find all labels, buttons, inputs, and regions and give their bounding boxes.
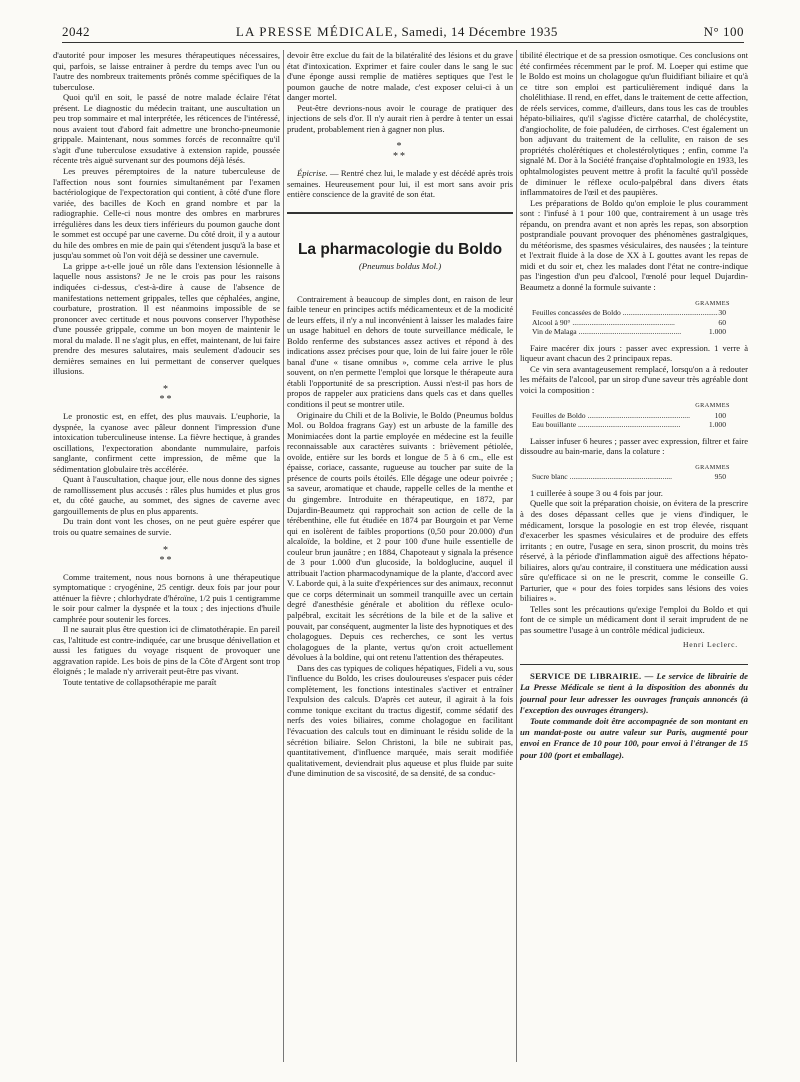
notice-heading: SERVICE DE LIBRAIRIE. — [530, 671, 642, 682]
epicrisis-text: — Rentré chez lui, le malade y est décédé après trois semaines. Heureusement pour lui, il est mort sans avoir pris entière conscience de la gravité de son état. — [287, 168, 513, 200]
notice-text: — Le service de librairie de La Presse Médicale se tient à la disposition des abonnés du journal pour leur adresser les ouvrages français annoncés (à l'exception des ouvrages étrangers). — [520, 671, 748, 715]
epicrisis-paragraph — [287, 168, 513, 200]
paragraph: Quelle que soit la préparation choisie, on évitera de la prescrire à des doses dépassant celles que je viens d'indiquer, le médicament, lorsque la posologie en est trop élevée, risquant d'exacerber les spasmes vésiculaires et de produire des effets irritants ; en outre, l'usage en sera, sinon proscrit, du moins très réservé, à la période d'inflammation aiguë des affections hépato-biliaires, alors qu'au contraire, il constituera une médication aussi sûre qu'efficace si on ne le prescrit, comme le conseille G. Parturier, que « pour des foies torpides sans lésions des voies biliaires ». — [520, 498, 748, 604]
paragraph: 1 cuillerée à soupe 3 ou 4 fois par jour. — [530, 487, 663, 498]
epicrisis-label: Épicrise. — [297, 168, 328, 179]
paragraph: La grippe a-t-elle joué un rôle dans l'extension lésionnelle à laquelle nous assistons? Je ne le crois pas pour les raisons indiquées ci-dessus, c'est-à-dire à cause de l'absence de manifestations nettement grippales, telles que céphalées, angine, courbature, prostration. Il est néanmoins impossible de se prononcer avec certitude et nous pouvons conserver l'hypothèse d'une poussée grippale, comme un bon moyen de maintenir le moral du malade. Il ne s'agit plus, en effet, maintenant, de lui faire prendre des mesures salutaires, mais seulement d'adoucir ses dernières semaines en lui permettant de conserver quelques illusions. — [53, 260, 280, 377]
issue-date: Samedi, 14 Décembre 1935 — [401, 24, 558, 39]
paragraph: Laisser infuser 6 heures ; passer avec expression, filtrer et faire dissoudre au bain-marie, dans la colature : — [520, 435, 748, 457]
author-signature: Henri Leclerc. — [682, 639, 738, 649]
recipe-sirop — [532, 401, 748, 430]
paragraph: Contrairement à beaucoup de simples dont, en raison de leur faible teneur en principes actifs médicamenteux et de la modicité de leurs effets, il n'y a nul inconvénient à laisser les malades faire un usage habituel en dehors de toute surveillance médicale, le Boldo renferme des substances assez actives et répond à des indications assez précises pour que, loin de lui faire jouer le rôle banal d'une « tisane omnibus », comme cela arrive le plus souvent, on n'en permette l'emploi que lorsque le thérapeute aura établi l'opportunité de sa prescription. Aussi n'est-il pas hors de propos de rappeler aux praticiens dans quels cas et dans quelles conditions il peut se montrer utile. — [287, 293, 513, 410]
paragraph: Originaire du Chili et de la Bolivie, le Boldo (Pneumus boldus Mol. ou Boldoa fragrans Gay) est un arbuste de la famille des Monimiacées dont la partie employée en médecine est la feuille reconnaissable aux caractères suivants : brièvement pétiolée, ovoïde, entière sur les bords et longue de 5 à 6 cm., elle est épaisse, coriace, cassante, rugueuse au toucher par suite de la présence de courts poils étoilés. Elle dégage une odeur poivrée ; sa saveur, aromatique et chaude, rappelle celles de la menthe et du gingembre. Introduite en thérapeutique, en 1872, par Dujardin-Beaumetz qui rapprochait son action de celle de la térébenthine, elle fut étudiée en 1874 par Bourgoin et par Verne qui en isolèrent de faibles proportions (0,50 pour 20.000) d'un alcaloïde, la boldine, et 2 pour 100 d'une huile essentielle de couleur brun jaunâtre ; en 1884, Chapoteaut y signala la présence de 3 pour 1.000 d'un glucoside, la boldoglucine, auquel il attribuait l'action pharmacodynamique de la plante, d'accord avec V. Laborde qui, à la suite d'expériences sur des animaux, reconnut que ce corps déterminait un sommeil tranquille avec un certain degré d'anesthésie générale et abolition du réflexe oculo-palpébral, excitait les sécrétions de la bile et de la salive et pouvait, par conséquent, augmenter la liste des hypnotiques et des cholagogues. Depuis ces recherches, ce sont les vertus cholagogues de la plante, vertus qu'on croit actuellement dévolues à la boldine, qui ont retenu l'attention des thérapeutes. — [287, 409, 513, 663]
recipe-row: Feuilles concassées de Boldo ..... 30 — [532, 308, 748, 318]
recipe-row: Eau bouillante ..... 1.000 — [532, 420, 748, 430]
article-divider — [287, 212, 513, 214]
recipe-sugar — [532, 463, 748, 482]
publication-name: LA PRESSE MÉDICALE — [235, 24, 394, 39]
section-separator: * ** — [159, 383, 174, 405]
column-2 — [287, 50, 513, 1062]
article-subtitle: (Pneumus boldus Mol.) — [358, 261, 442, 272]
column-divider — [283, 50, 284, 1062]
paragraph: Du train dont vont les choses, on ne peut guère espérer que trois ou quatre semaines de survie. — [53, 516, 280, 537]
bookshop-notice — [520, 671, 748, 761]
column-divider — [516, 50, 517, 1062]
paragraph: Quoi qu'il en soit, le passé de notre malade éclaire l'état présent. Le diagnostic du médecin traitant, une auscultation un peu trop sommaire et mal interprétée, les réticences de l'intéressé, nous avaient tout d'abord fait admettre une broncho-pneumonie grippale. Maintenant, nous sommes forcés de reconnaître qu'il s'agit d'une tuberculose exsudative à extension rapide, poussée récente très aiguë survenant sur des poumons déjà lésés. — [53, 92, 280, 166]
recipe-oenole — [532, 299, 748, 337]
notice-divider — [520, 664, 748, 665]
paragraph: Telles sont les précautions qu'exige l'emploi du Boldo et qui font de ce simple un médicament dont il serait imprudent de ne pas soumettre l'usage à un contrôle médical judicieux. — [520, 603, 748, 636]
recipe-row: Feuilles de Boldo ..... 100 — [532, 411, 748, 421]
section-separator: * ** — [159, 544, 174, 566]
page-header — [62, 14, 744, 43]
paragraph: devoir être exclue du fait de la bilatéralité des lésions et du grave état d'intoxication. Exprimer et faire couler dans le sang le suc d'une éponge aussi remplie de matières septiques que l'est le poumon gauche de notre malade, c'est exposer celui-ci à un danger mortel. — [287, 50, 513, 103]
paragraph: Faire macérer dix jours : passer avec expression. 1 verre à liqueur avant chacun des 2 principaux repas. — [520, 342, 748, 364]
recipe-row: Alcool à 90° ..... 60 — [532, 318, 748, 328]
paragraph: Il ne saurait plus être question ici de climatothérapie. En pareil cas, l'altitude est contre-indiquée, car une brusque dénivellation et aussi les fatigues du voyage risquent de provoquer une aggravation rapide. Les bois de pins de la Côte d'Argent sont trop éloignés ; le malade n'y arriverait peut-être pas vivant. — [53, 624, 280, 677]
paragraph: Les preuves péremptoires de la nature tuberculeuse de l'affection nous sont fournies simultanément par l'examen bactériologique de l'expectoration qui contient, à côté d'une flore variée, des bacilles de Koch en grand nombre et par la radiographie. Celle-ci nous montre des ombres en marbrures irrégulières dans les deux tiers inférieurs du poumon gauche dont le sommet est occupé par une caverne. Du côté droit, il y a autour du hile des ombres en mie de pain qui s'étendent jusqu'à la base et jusqu'au sommet où l'on voit déjà se dessiner une cavernule. — [53, 166, 280, 261]
paragraph: tibilité électrique et de sa pression osmotique. Ces conclusions ont été confirmées récemment par le prof. M. Loeper qui estime que le Boldo est moins un cholagogue qu'un fluidifiant biliaire et qu'à ce titre son emploi est particulièrement indiqué dans la cholélithiase. Il rend, en effet, dans le traitement de cette affection, de réels services, comme, d'ailleurs, dans tous les cas de troubles hépato-biliaires, qu'il s'agisse d'ictère catarrhal, de cholécystite, d'angiocholite, de foie paludéen, de cirrhoses. C'est également un bon adjuvant du traitement de la cellulite, en raison de ses propriétés cholérétiques et cholestérolytiques ; enfin, comme l'a signalé M. Dor à la Société française d'ophtalmologie en 1933, les ophtalmologistes peuvent mettre à profit la faculté qu'il possède de diminuer le réflexe oculo-palpébral dans divers états inflammatoires de l'œil et des paupières. — [520, 50, 748, 198]
article-title: La pharmacologie du Boldo — [297, 241, 503, 259]
column-1 — [53, 50, 280, 1062]
paragraph: Ce vin sera avantageusement remplacé, lorsqu'on a à redouter les méfaits de l'alcool, par un sirop d'une saveur très agréable dont voici la composition : — [520, 363, 748, 395]
header-masthead: LA PRESSE MÉDICALE, Samedi, 14 Décembre 1935 — [235, 24, 558, 39]
notice-paragraph — [520, 671, 748, 716]
column-3 — [520, 50, 748, 1062]
page-number: 2042 — [62, 24, 90, 39]
recipe-unit: GRAMMES — [695, 402, 730, 410]
notice-paragraph: Toute commande doit être accompagnée de son montant en un mandat-poste ou autre valeur sur Paris, augmenté pour envoi en France de 10 pour 100, pour envoi à l'étranger de 15 pour 100 (port et emballage). — [520, 715, 748, 760]
paragraph: Toute tentative de collapsothérapie me paraît — [63, 676, 217, 687]
paragraph: Dans des cas typiques de coliques hépatiques, Fideli a vu, sous l'influence du Boldo, les crises douloureuses s'espacer puis céder complètement, les fonctions intestinales s'activer et entraîner l'expulsion des calculs. D'après cet auteur, il agirait à la fois comme tonique excitant du tractus digestif, comme sédatif des nerfs des voies biliaires, comme cholagogue en facilitant l'évacuation des calculs tout en diminuant le résidu solide de la sécrétion biliaire. Selon Christoni, la bile ne subirait pas, quantitativement, d'influence marquée, mais serait modifiée qualitativement, deviendrait plus aqueuse et plus fluide par suite d'une diminution de sa viscosité, de sa densité, de sa conduc- — [287, 662, 513, 779]
recipe-unit: GRAMMES — [695, 299, 730, 307]
recipe-unit: GRAMMES — [695, 463, 730, 471]
issue-number: N° 100 — [703, 24, 744, 39]
recipe-row: Sucre blanc ..... 950 — [532, 472, 748, 482]
paragraph: Comme traitement, nous nous bornons à une thérapeutique symptomatique : cryogénine, 25 centigr. deux fois par jour pour atténuer la fièvre ; chlorhydrate d'héroïne, 1/2 puis 1 centigramme le soir pour calmer la dyspnée et la toux ; des injections d'huile camphrée pour soutenir les forces. — [53, 571, 280, 624]
paragraph: Le pronostic est, en effet, des plus mauvais. L'euphorie, la dyspnée, la cyanose avec pâleur donnent l'impression d'une intoxication tuberculineuse intense. La fièvre hectique, à grandes oscillations, l'expectoration abondante nummulaire, parfois sanglante, confirment cette impression, de même que la sédimentation globulaire très accélérée. — [53, 410, 280, 474]
paragraph: Les préparations de Boldo qu'on emploie le plus couramment sont : l'infusé à 1 pour 100 que, contrairement à un usage très répandu, on prendra avant et non après les repas, son absorption postprandiale pouvant provoquer des phénomènes gastralgiques, du météorisme, des spasmes vésiculaires, des nausées ; la teinture et l'extrait fluide à la dose de XX à L gouttes avant les repas de midi et du soir et, chez les malades dont l'état ne contre-indique pas l'ingestion d'un peu d'alcool, l'œnolé pour lequel Dujardin-Beaumetz a donné la formule suivante : — [520, 197, 748, 293]
recipe-row: Vin de Malaga ..... 1.000 — [532, 327, 748, 337]
paragraph: Peut-être devrions-nous avoir le courage de pratiquer des injections de sels d'or. Il n'y aurait rien à perdre à tenter un essai prudent, probablement rien à gagner non plus. — [287, 102, 513, 134]
section-separator: * ** — [393, 141, 407, 163]
paragraph: d'autorité pour imposer les mesures thérapeutiques nécessaires, qui, parfois, se laisse entrainer à perdre du temps avec l'un ou l'autre des nombreux traitements prônés comme spécifiques de la tuberculose. — [53, 50, 280, 92]
paragraph: Quant à l'auscultation, chaque jour, elle nous donne des signes de ramollissement plus accusés : râles plus humides et plus gros et, du côté gauche, au sommet, des signes de caverne avec gargouillements de plus en plus apparents. — [53, 474, 280, 516]
